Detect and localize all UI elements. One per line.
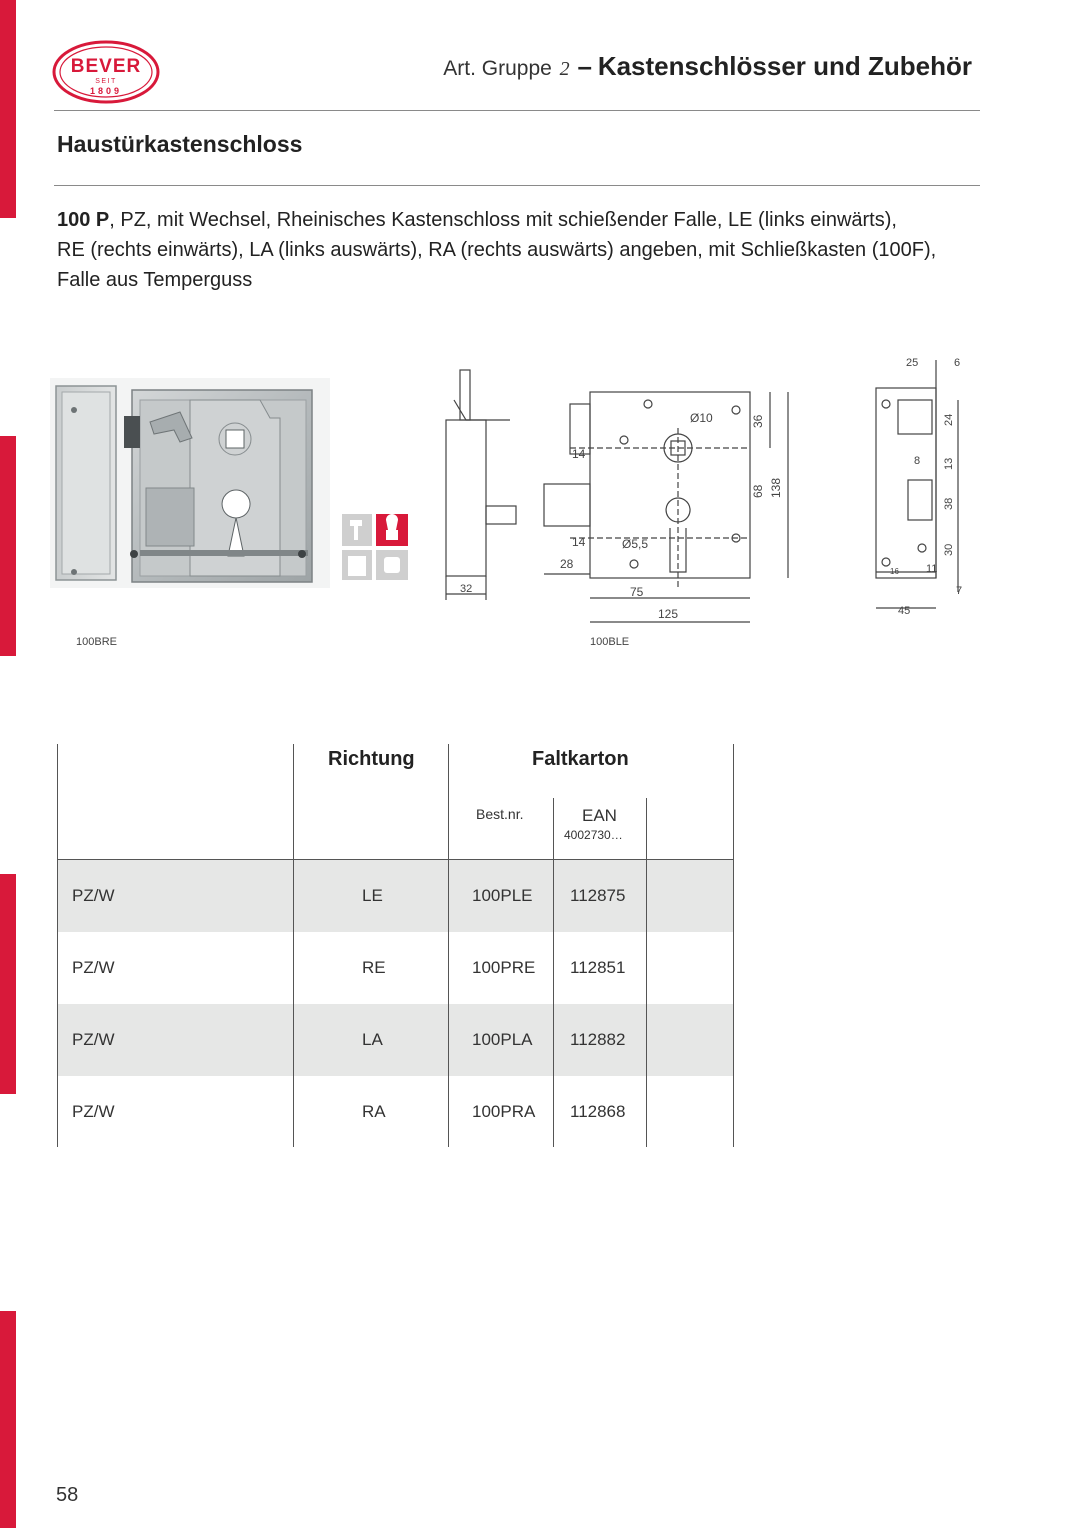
sub-header-ean-prefix: 4002730… (564, 828, 623, 842)
product-description (57, 205, 977, 295)
row-3-ean: 112882 (570, 1030, 626, 1049)
photo-caption: 100BRE (76, 636, 117, 648)
svg-text:6: 6 (954, 357, 961, 369)
section-title: Haustürkastenschloss (57, 131, 303, 157)
table-row-shade (57, 1004, 733, 1076)
svg-text:Ø5,5: Ø5,5 (622, 537, 649, 551)
svg-text:11: 11 (926, 563, 938, 575)
svg-text:36: 36 (751, 414, 765, 428)
front-view-drawing (540, 388, 800, 626)
red-side-tab (0, 874, 16, 1094)
svg-text:75: 75 (630, 585, 644, 599)
svg-text:24: 24 (943, 413, 955, 426)
group-number: 2 (559, 58, 570, 80)
row-1-type: PZ/W (72, 886, 115, 905)
table-vline (646, 798, 647, 1147)
svg-text:25: 25 (906, 357, 919, 369)
row-2-bestnr: 100PRE (472, 958, 536, 977)
row-1-bestnr: 100PLE (472, 886, 533, 905)
model-name: 100 P (57, 209, 110, 231)
red-side-tab (0, 0, 16, 218)
red-side-tab (0, 1311, 16, 1528)
table-vline (57, 744, 58, 1147)
row-2-type: PZ/W (72, 958, 115, 977)
svg-text:Ø10: Ø10 (690, 411, 713, 425)
svg-text:125: 125 (658, 607, 679, 621)
svg-text:138: 138 (769, 477, 783, 498)
drawing-caption: 100BLE (590, 636, 630, 648)
keeper-drawing (872, 352, 968, 626)
row-3-type: PZ/W (72, 1030, 115, 1049)
row-4-ean: 112868 (570, 1102, 626, 1121)
sub-header-ean: EAN (582, 806, 617, 825)
svg-text:38: 38 (943, 497, 955, 510)
svg-text:45: 45 (898, 605, 911, 617)
svg-text:13: 13 (943, 457, 955, 470)
table-row-shade (57, 860, 733, 932)
side-view-drawing (440, 368, 520, 602)
row-3-bestnr: 100PLA (472, 1030, 533, 1049)
svg-text:7: 7 (956, 585, 963, 597)
row-2-richtung: RE (362, 958, 386, 977)
table-vline (293, 744, 294, 1147)
svg-text:32: 32 (460, 583, 473, 595)
row-1-richtung: LE (362, 886, 383, 905)
header-divider (54, 110, 980, 111)
header-dash: – (577, 51, 592, 81)
page-header (443, 51, 972, 82)
row-4-richtung: RA (362, 1102, 386, 1121)
svg-text:30: 30 (943, 543, 955, 556)
row-3-richtung: LA (362, 1030, 383, 1049)
function-icons (340, 514, 410, 580)
table-header-line (57, 859, 734, 860)
svg-text:8: 8 (914, 455, 921, 467)
row-2-ean: 112851 (570, 958, 626, 977)
row-4-type: PZ/W (72, 1102, 115, 1121)
header-prefix: Art. Gruppe (443, 57, 552, 80)
svg-text:16: 16 (890, 567, 899, 576)
svg-text:14: 14 (572, 447, 586, 461)
header-title: Kastenschlösser und Zubehör (597, 51, 972, 81)
section-divider (54, 185, 980, 186)
row-1-ean: 112875 (570, 886, 626, 905)
description-line-3: Falle aus Temperguss (57, 269, 253, 291)
sub-header-bestnr: Best.nr. (476, 806, 524, 822)
logo-year: 1809 (89, 86, 123, 96)
logo-seit: SEIT (95, 78, 117, 85)
table-vline (553, 798, 554, 1147)
page-number: 58 (56, 1484, 79, 1506)
col-header-richtung: Richtung (328, 748, 415, 770)
svg-text:68: 68 (751, 484, 765, 498)
red-side-tab (0, 436, 16, 656)
table-vline (448, 744, 449, 1147)
description-line-2: RE (rechts einwärts), LA (links auswärts), RA (rechts auswärts) angeben, mit Schließkasten (100F), (57, 239, 937, 261)
svg-text:14: 14 (572, 535, 586, 549)
table-vline (733, 744, 734, 1147)
product-photo (50, 378, 330, 588)
logo-wordmark: BEVER (70, 56, 142, 77)
description-line-1: , PZ, mit Wechsel, Rheinisches Kastenschloss mit schießender Falle, LE (links einwärts), (109, 209, 897, 231)
row-4-bestnr: 100PRA (472, 1102, 536, 1121)
svg-text:28: 28 (560, 557, 574, 571)
col-header-faltkarton: Faltkarton (532, 748, 629, 770)
bever-logo (52, 40, 160, 104)
